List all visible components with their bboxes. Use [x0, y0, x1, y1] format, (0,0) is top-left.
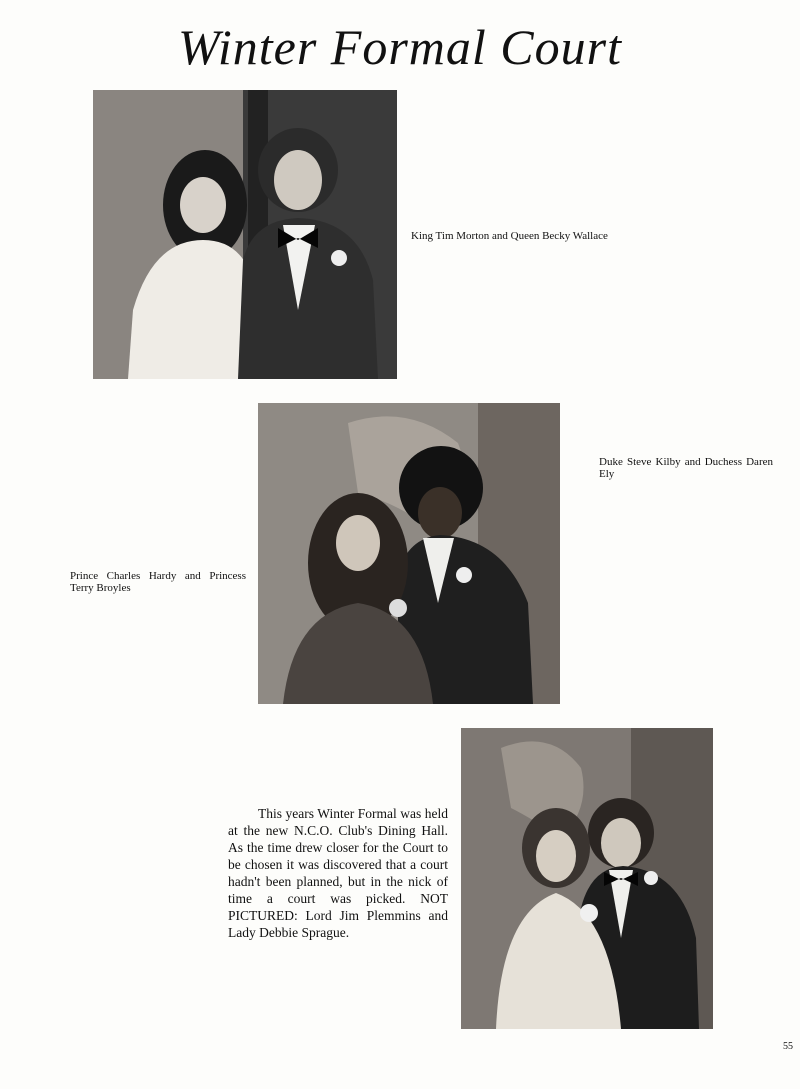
king-queen-photo — [93, 90, 397, 379]
court-couple-photo — [461, 728, 713, 1029]
duke-prince-photo — [258, 403, 560, 704]
prince-princess-caption: Prince Charles Hardy and Princess Terry Broyles — [70, 570, 246, 594]
king-queen-caption: King Tim Morton and Queen Becky Wallace — [411, 230, 608, 242]
duke-duchess-caption: Duke Steve Kilby and Duchess Daren Ely — [599, 456, 773, 480]
article-body: This years Winter Formal was held at the new N.C.O. Club's Dining Hall. As the time drew closer for the Court to be chosen it was discovered that a court hadn't been planned, but in the nick of time a court was picked. NOT PICTURED: Lord Jim Plemmins and Lady Debbie Sprague. — [228, 806, 448, 940]
page-title: Winter Formal Court — [177, 19, 623, 75]
page-number: 55 — [783, 1041, 793, 1052]
